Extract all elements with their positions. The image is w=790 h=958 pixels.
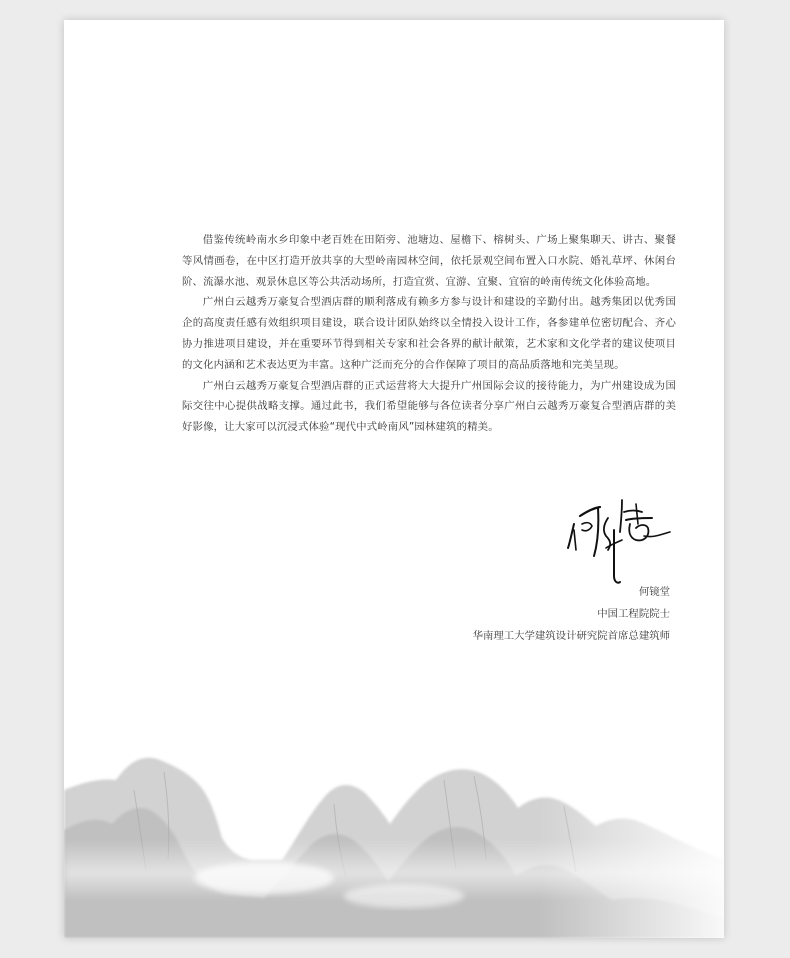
handwritten-signature bbox=[564, 490, 674, 590]
author-name: 何镜堂 bbox=[638, 586, 670, 598]
author-block bbox=[370, 581, 670, 647]
author-title: 中国工程院院士 bbox=[597, 608, 670, 620]
paragraph-2: 广州白云越秀万豪复合型酒店群的顺利落成有赖多方参与设计和建设的辛勤付出。越秀集团以优秀国企的高度责任感有效组织项目建设，联合设计团队始终以全情投入设计工作，各参建单位密切配合、齐心协力推进项目建设，并在重要环节得到相关专家和社会各界的献计献策，艺术家和文化学者的建议使项目的文化内涵和艺术表达更为丰富。这种广泛而充分的合作保障了项目的高品质落地和完美呈现。 bbox=[182, 296, 676, 371]
ink-mountain-landscape bbox=[64, 720, 724, 938]
body-text bbox=[182, 230, 676, 438]
author-affiliation: 华南理工大学建筑设计研究院首席总建筑师 bbox=[472, 630, 670, 642]
paragraph-1: 借鉴传统岭南水乡印象中老百姓在田陌旁、池塘边、屋檐下、榕树头、广场上聚集聊天、讲古、聚餐等风情画卷，在中区打造开放共享的大型岭南园林空间，依托景观空间布置入口水院、婚礼草坪、休闲台阶、流瀑水池、观景休息区等公共活动场所，打造宜赏、宜游、宜聚、宜宿的岭南传统文化体验高地。 bbox=[182, 234, 676, 288]
paragraph-3: 广州白云越秀万豪复合型酒店群的正式运营将大大提升广州国际会议的接待能力，为广州建设成为国际交往中心提供战略支撑。通过此书，我们希望能够与各位读者分享广州白云越秀万豪复合型酒店群的美好影像，让大家可以沉浸式体验“现代中式岭南风”园林建筑的精美。 bbox=[182, 379, 676, 434]
document-page bbox=[64, 20, 724, 938]
